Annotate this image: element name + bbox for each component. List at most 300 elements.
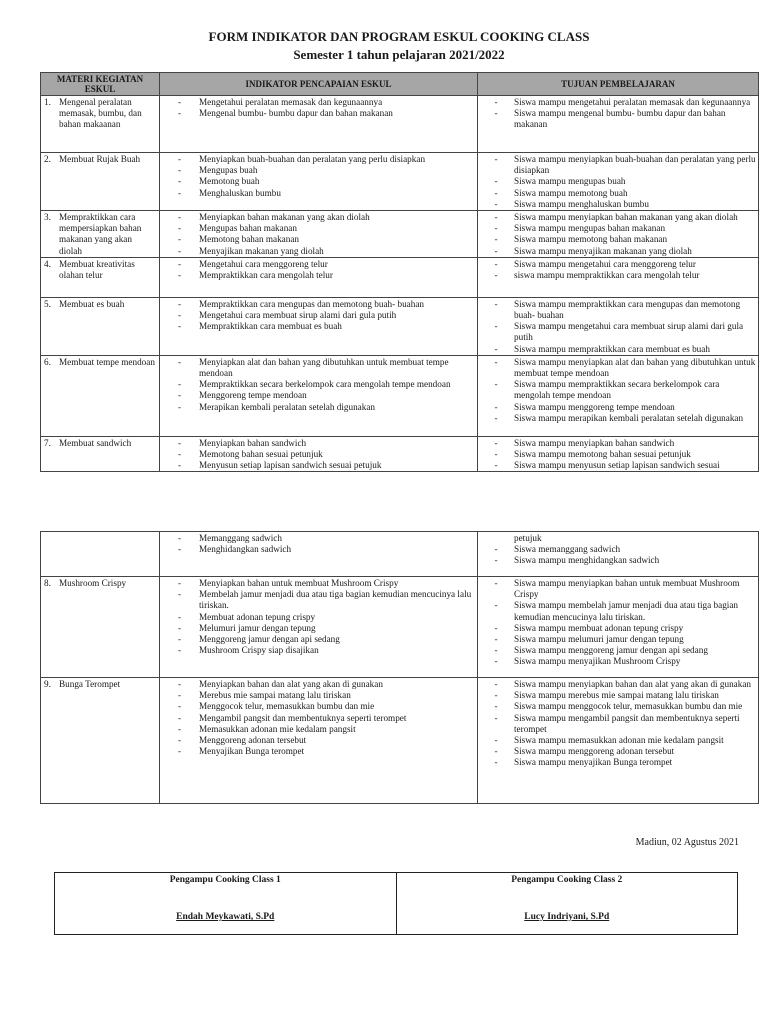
list-item bbox=[160, 746, 475, 757]
indikator-cell bbox=[160, 436, 478, 472]
indikator-text: Membuat adonan tepung crispy bbox=[199, 611, 316, 622]
list-item bbox=[160, 154, 475, 165]
materi-cell bbox=[41, 532, 160, 577]
tujuan-text: Siswa mampu menyiapkan bahan sandwich bbox=[514, 437, 675, 448]
indikator-text: Mempraktikkan cara mengupas dan memotong buah- buahan bbox=[199, 298, 425, 309]
tujuan-text: Siswa mampu memasukkan adonan mie kedalam pangsit bbox=[514, 735, 724, 746]
tujuan-text: Siswa mampu mengenal bumbu- bumbu dapur dan bahan makanan bbox=[514, 108, 726, 130]
page-title: FORM INDIKATOR DAN PROGRAM ESKUL COOKING CLASS bbox=[208, 29, 590, 44]
indicator-table-page-1 bbox=[40, 72, 759, 472]
list-item bbox=[478, 344, 756, 355]
list-item bbox=[478, 299, 756, 321]
indikator-text: Menghidangkan sadwich bbox=[199, 544, 292, 555]
list-item bbox=[478, 379, 756, 401]
tujuan-text: Siswa mampu mengupas buah bbox=[514, 176, 626, 187]
tujuan-text: Siswa mampu menghidangkan sadwich bbox=[514, 555, 660, 566]
list-item bbox=[160, 578, 475, 589]
indikator-list bbox=[160, 298, 477, 333]
list-item bbox=[160, 188, 475, 199]
indikator-text: Merapikan kembali peralatan setelah digunakan bbox=[199, 401, 376, 412]
materi-cell bbox=[41, 257, 160, 297]
materi-text: Mushroom Crispy bbox=[59, 578, 127, 588]
indikator-list bbox=[160, 258, 477, 281]
list-item bbox=[478, 154, 756, 176]
dash-bullet: - bbox=[494, 270, 498, 281]
list-item bbox=[478, 449, 756, 460]
dash-bullet: - bbox=[177, 234, 182, 245]
tujuan-text: siswa mampu mempraktikkan cara mengolah telur bbox=[514, 270, 700, 281]
tujuan-text: Siswa mampu mempraktikkan secara berkelompok cara mengolah tempe mendoan bbox=[514, 379, 720, 401]
dash-bullet: - bbox=[494, 544, 498, 555]
list-item bbox=[478, 321, 756, 343]
tujuan-text: Siswa mampu menyiapkan bahan untuk membuat Mushroom Crispy bbox=[514, 578, 740, 600]
dash-bullet: - bbox=[494, 401, 498, 412]
materi-text: Mempraktikkan cara mempersiapkan bahan makanan yang akan diolah bbox=[59, 212, 142, 256]
list-item bbox=[478, 357, 756, 379]
signature-role: Pengampu Cooking Class 1 bbox=[169, 875, 281, 885]
dash-bullet: - bbox=[177, 379, 182, 390]
row-number: 5. bbox=[44, 298, 51, 309]
tujuan-text: Siswa mampu mengambil pangsit dan membentuknya seperti terompet bbox=[514, 712, 740, 734]
tujuan-text: Siswa mampu menyiapkan alat dan bahan yang dibutuhkan untuk membuat tempe mendoan bbox=[514, 356, 756, 379]
indikator-list bbox=[160, 532, 477, 555]
list-item bbox=[160, 634, 475, 645]
dash-bullet: - bbox=[494, 690, 498, 701]
list-item bbox=[478, 223, 756, 234]
tujuan-text: Siswa mampu menyajikan Mushroom Crispy bbox=[514, 656, 681, 667]
materi-item bbox=[41, 298, 159, 310]
signature-cell-1 bbox=[55, 873, 396, 934]
dash-bullet: - bbox=[177, 258, 182, 269]
dash-bullet: - bbox=[494, 187, 498, 198]
indikator-text: Mengetahui cara menggoreng telur bbox=[199, 258, 328, 269]
dash-bullet: - bbox=[177, 321, 182, 332]
indikator-cell bbox=[160, 355, 478, 436]
tujuan-text: Siswa mampu memotong bahan makanan bbox=[514, 234, 668, 245]
tujuan-cell bbox=[478, 96, 759, 153]
dash-bullet: - bbox=[177, 723, 182, 734]
materi-text: Bunga Terompet bbox=[59, 679, 121, 689]
dash-bullet: - bbox=[177, 154, 182, 164]
materi-item bbox=[41, 96, 159, 131]
tujuan-cell bbox=[478, 297, 759, 355]
materi-cell bbox=[41, 678, 160, 804]
table-row bbox=[41, 153, 759, 211]
indikator-text: Menyiapkan bahan makanan yang akan diolah bbox=[199, 212, 370, 223]
indikator-list bbox=[160, 678, 477, 757]
tujuan-text: Siswa mampu menyajikan Bunga terompet bbox=[514, 757, 673, 768]
list-item bbox=[160, 390, 475, 401]
header-indikator: INDIKATOR PENCAPAIAN ESKUL bbox=[160, 73, 478, 96]
list-item bbox=[160, 449, 475, 460]
materi-text: Membuat es buah bbox=[59, 298, 125, 309]
list-item bbox=[478, 199, 756, 210]
tujuan-cell bbox=[478, 532, 759, 577]
dash-bullet: - bbox=[494, 356, 498, 367]
tujuan-text: Siswa mampu menggoreng tempe mendoan bbox=[514, 401, 675, 412]
dash-bullet: - bbox=[494, 212, 498, 223]
table-row bbox=[41, 532, 759, 577]
indikator-text: Menggocok telur, memasukkan bumbu dan mie bbox=[199, 701, 375, 712]
materi-item bbox=[41, 577, 159, 589]
dash-bullet: - bbox=[177, 578, 182, 588]
dash-bullet: - bbox=[494, 379, 498, 390]
dash-bullet: - bbox=[177, 108, 182, 119]
table-row bbox=[41, 678, 759, 804]
indikator-list bbox=[160, 577, 477, 656]
dash-bullet: - bbox=[494, 735, 498, 746]
list-item bbox=[160, 321, 475, 332]
indikator-text: Menyajikan makanan yang diolah bbox=[199, 245, 324, 256]
dash-bullet: - bbox=[177, 298, 182, 309]
dash-bullet: - bbox=[494, 97, 498, 107]
page-subtitle: Semester 1 tahun pelajaran 2021/2022 bbox=[293, 47, 505, 62]
dash-bullet: - bbox=[177, 460, 182, 471]
list-item bbox=[478, 97, 756, 108]
indikator-cell bbox=[160, 211, 478, 258]
indikator-text: Memotong buah bbox=[199, 176, 260, 187]
indikator-text: Menyajikan Bunga terompet bbox=[199, 746, 305, 757]
list-item bbox=[160, 379, 475, 390]
list-item bbox=[478, 212, 756, 223]
materi-cell bbox=[41, 355, 160, 436]
indikator-cell bbox=[160, 532, 478, 577]
list-item bbox=[478, 544, 756, 555]
materi-cell bbox=[41, 297, 160, 355]
list-item bbox=[478, 270, 756, 281]
row-number: 8. bbox=[44, 578, 51, 588]
dash-bullet: - bbox=[177, 165, 182, 176]
dash-bullet: - bbox=[177, 589, 182, 600]
list-item bbox=[478, 634, 756, 645]
indikator-list bbox=[160, 437, 477, 472]
list-item bbox=[478, 746, 756, 757]
tujuan-list bbox=[478, 211, 758, 257]
list-item bbox=[160, 460, 475, 471]
indikator-text: Menggoreng tempe mendoan bbox=[199, 390, 307, 401]
dash-bullet: - bbox=[177, 310, 182, 321]
list-item bbox=[478, 533, 756, 544]
list-item bbox=[160, 612, 475, 623]
tujuan-text: Siswa mampu mengetahui peralatan memasak dan kegunaannya bbox=[514, 97, 751, 107]
list-item bbox=[478, 259, 756, 270]
dash-bullet: - bbox=[494, 712, 498, 723]
tujuan-text: Siswa mampu menggoreng jamur dengan api sedang bbox=[514, 645, 708, 656]
materi-item bbox=[41, 356, 159, 368]
indikator-cell bbox=[160, 153, 478, 211]
row-number: 2. bbox=[44, 154, 51, 164]
list-item bbox=[478, 623, 756, 634]
tujuan-list bbox=[478, 298, 758, 355]
list-item bbox=[160, 402, 475, 413]
dash-bullet: - bbox=[177, 611, 182, 622]
dash-bullet: - bbox=[494, 578, 498, 588]
date-place: Madiun, 02 Agustus 2021 bbox=[635, 837, 739, 848]
materi-cell bbox=[41, 577, 160, 678]
dash-bullet: - bbox=[177, 533, 182, 543]
dash-bullet: - bbox=[494, 343, 498, 354]
list-item bbox=[160, 310, 475, 321]
indikator-text: Memanggang sadwich bbox=[199, 533, 282, 543]
list-item bbox=[160, 544, 475, 555]
list-item bbox=[478, 188, 756, 199]
dash-bullet: - bbox=[177, 187, 182, 198]
tujuan-text: Siswa mampu menghaluskan bumbu bbox=[514, 198, 649, 209]
indikator-text: Menyiapkan bahan dan alat yang akan di gunakan bbox=[199, 679, 383, 689]
materi-text: Membuat sandwich bbox=[59, 437, 132, 448]
indikator-text: Menggoreng adonan tersebut bbox=[199, 735, 307, 746]
list-item bbox=[160, 735, 475, 746]
indikator-text: Mengenal bumbu- bumbu dapur dan bahan makanan bbox=[199, 108, 393, 119]
indikator-list bbox=[160, 96, 477, 119]
list-item bbox=[478, 438, 756, 449]
indikator-text: Mushroom Crispy siap disajikan bbox=[199, 645, 319, 656]
row-number: 1. bbox=[44, 97, 51, 107]
tujuan-text: Siswa memanggang sadwich bbox=[514, 544, 621, 555]
dash-bullet: - bbox=[177, 97, 182, 107]
list-item bbox=[478, 690, 756, 701]
tujuan-text: Siswa mampu merebus mie sampai matang lalu tiriskan bbox=[514, 690, 719, 701]
tujuan-text: Siswa mampu merapikan kembali peralatan setelah digunakan bbox=[514, 412, 744, 423]
dash-bullet: - bbox=[177, 712, 182, 723]
list-item bbox=[160, 645, 475, 656]
signature-cell-2 bbox=[396, 873, 738, 934]
list-item bbox=[478, 108, 756, 130]
table-row bbox=[41, 436, 759, 472]
list-item bbox=[160, 97, 475, 108]
dash-bullet: - bbox=[177, 735, 182, 746]
indikator-text: Mengetahui peralatan memasak dan kegunaannya bbox=[199, 97, 383, 107]
dash-bullet: - bbox=[177, 356, 182, 367]
row-number: 9. bbox=[44, 679, 51, 689]
indikator-text: Mengambil pangsit dan membentuknya seperti terompet bbox=[199, 712, 407, 723]
tujuan-text: Siswa mampu memotong bahan sesuai petunjuk bbox=[514, 449, 691, 460]
list-item bbox=[160, 623, 475, 634]
list-item bbox=[160, 357, 475, 379]
indikator-text: Mempraktikkan cara membuat es buah bbox=[199, 321, 342, 332]
indikator-text: Menyiapkan bahan untuk membuat Mushroom Crispy bbox=[199, 578, 399, 588]
tujuan-text: Siswa mampu menggoreng adonan tersebut bbox=[514, 746, 675, 757]
signature-name: Endah Meykawati, S.Pd bbox=[176, 912, 275, 922]
dash-bullet: - bbox=[494, 656, 498, 667]
tujuan-text: Siswa mampu menyajikan makanan yang diolah bbox=[514, 245, 692, 256]
row-number: 4. bbox=[44, 258, 51, 269]
list-item bbox=[160, 724, 475, 735]
indikator-text: Menghaluskan bumbu bbox=[199, 187, 281, 198]
indikator-cell bbox=[160, 297, 478, 355]
dash-bullet: - bbox=[177, 622, 182, 633]
tujuan-list bbox=[478, 356, 758, 424]
tujuan-text: Siswa mampu menyiapkan buah-buahan dan peralatan yang perlu disiapkan bbox=[514, 154, 756, 176]
materi-item bbox=[41, 678, 159, 690]
tujuan-text: Siswa mampu menggocok telur, memasukkan bumbu dan mie bbox=[514, 701, 743, 712]
indikator-text: Memotong bahan makanan bbox=[199, 234, 300, 245]
table-row bbox=[41, 211, 759, 258]
dash-bullet: - bbox=[494, 701, 498, 712]
list-item bbox=[478, 701, 756, 712]
list-item bbox=[160, 589, 475, 611]
list-item bbox=[160, 690, 475, 701]
row-number: 3. bbox=[44, 212, 51, 223]
indikator-text: Memotong bahan sesuai petunjuk bbox=[199, 449, 323, 460]
list-item bbox=[160, 165, 475, 176]
materi-text: Membuat kreativitas olahan telur bbox=[59, 258, 135, 281]
list-item bbox=[478, 656, 756, 667]
dash-bullet: - bbox=[494, 234, 498, 245]
dash-bullet: - bbox=[494, 198, 498, 209]
dash-bullet: - bbox=[177, 401, 182, 412]
dash-bullet: - bbox=[494, 600, 498, 611]
indikator-text: Merebus mie sampai matang lalu tiriskan bbox=[199, 690, 351, 701]
tujuan-cell bbox=[478, 436, 759, 472]
materi-cell bbox=[41, 96, 160, 153]
dash-bullet: - bbox=[494, 298, 498, 309]
list-item bbox=[160, 438, 475, 449]
list-item bbox=[478, 460, 756, 471]
list-item bbox=[478, 578, 756, 600]
tujuan-continuation: petujuk bbox=[514, 533, 542, 543]
list-item bbox=[160, 299, 475, 310]
tujuan-text: Siswa mampu mengetahui cara membuat sirup alami dari gula putih bbox=[514, 321, 744, 343]
indikator-text: Menggoreng jamur dengan api sedang bbox=[199, 634, 340, 645]
list-item bbox=[478, 413, 756, 424]
tujuan-text: Siswa mampu menyiapkan bahan dan alat yang akan di gunakan bbox=[514, 679, 752, 689]
tujuan-list bbox=[478, 678, 758, 769]
tujuan-text: Siswa mampu menyusun setiap lapisan sandwich sesuai bbox=[514, 460, 720, 471]
dash-bullet: - bbox=[177, 245, 182, 256]
tujuan-text: Siswa mampu menyiapkan bahan makanan yang akan diolah bbox=[514, 212, 738, 223]
tujuan-list bbox=[478, 577, 758, 668]
materi-item bbox=[41, 437, 159, 449]
dash-bullet: - bbox=[177, 437, 182, 448]
dash-bullet: - bbox=[494, 679, 498, 689]
dash-bullet: - bbox=[494, 412, 498, 423]
tujuan-text: Siswa mampu mengetahui cara menggoreng telur bbox=[514, 258, 696, 269]
table-row bbox=[41, 355, 759, 436]
tujuan-text: Siswa mampu mengupas bahan makanan bbox=[514, 223, 666, 234]
dash-bullet: - bbox=[494, 245, 498, 256]
indikator-text: Membelah jamur menjadi dua atau tiga bagian kemudian mencucinya lalu tiriskan. bbox=[199, 589, 472, 611]
list-item bbox=[160, 533, 475, 544]
indikator-text: Mempraktikkan cara mengolah telur bbox=[199, 270, 333, 281]
header-tujuan: TUJUAN PEMBELAJARAN bbox=[478, 73, 759, 96]
list-item bbox=[478, 176, 756, 187]
tujuan-cell bbox=[478, 153, 759, 211]
list-item bbox=[478, 735, 756, 746]
dash-bullet: - bbox=[177, 270, 182, 281]
row-number: 7. bbox=[44, 437, 51, 448]
tujuan-cell bbox=[478, 211, 759, 258]
table-row bbox=[41, 96, 759, 153]
dash-bullet: - bbox=[177, 634, 182, 645]
list-item bbox=[478, 645, 756, 656]
dash-bullet: - bbox=[494, 634, 498, 645]
table-row bbox=[41, 577, 759, 678]
list-item bbox=[478, 234, 756, 245]
bullet-spacer bbox=[478, 533, 514, 544]
tujuan-cell bbox=[478, 257, 759, 297]
tujuan-text: Siswa mampu mempraktikkan cara mengupas dan memotong buah- buahan bbox=[514, 298, 741, 321]
materi-cell bbox=[41, 436, 160, 472]
tujuan-text: Siswa mampu memotong buah bbox=[514, 187, 628, 198]
materi-text: Membuat tempe mendoan bbox=[59, 356, 155, 367]
indikator-text: Mengupas buah bbox=[199, 165, 258, 176]
indikator-text: Menyiapkan buah-buahan dan peralatan yang perlu disiapkan bbox=[199, 154, 426, 164]
dash-bullet: - bbox=[177, 176, 182, 187]
materi-cell bbox=[41, 153, 160, 211]
dash-bullet: - bbox=[494, 746, 498, 757]
indikator-text: Mempraktikkan secara berkelompok cara mengolah tempe mendoan bbox=[199, 379, 451, 390]
dash-bullet: - bbox=[494, 176, 498, 187]
row-number: 6. bbox=[44, 356, 51, 367]
tujuan-list bbox=[478, 96, 758, 131]
list-item bbox=[160, 212, 475, 223]
list-item bbox=[478, 679, 756, 690]
dash-bullet: - bbox=[177, 544, 182, 555]
list-item bbox=[478, 757, 756, 768]
list-item bbox=[160, 223, 475, 234]
header-materi: MATERI KEGIATAN ESKUL bbox=[41, 73, 160, 96]
dash-bullet: - bbox=[177, 212, 182, 223]
indikator-list bbox=[160, 153, 477, 199]
dash-bullet: - bbox=[494, 622, 498, 633]
tujuan-list bbox=[478, 153, 758, 210]
tujuan-text: Siswa mampu membelah jamur menjadi dua atau tiga bagian kemudian mencucinya lalu tiriskan. bbox=[514, 600, 739, 622]
signature-name: Lucy Indriyani, S.Pd bbox=[524, 912, 610, 922]
list-item bbox=[160, 246, 475, 257]
dash-bullet: - bbox=[177, 679, 182, 689]
list-item bbox=[160, 108, 475, 119]
indikator-text: Menyiapkan bahan sandwich bbox=[199, 437, 307, 448]
list-item bbox=[478, 713, 756, 735]
tujuan-text: Siswa mampu mempraktikkan cara membuat es buah bbox=[514, 343, 710, 354]
dash-bullet: - bbox=[177, 645, 182, 656]
indikator-text: Mengetahui cara membuat sirup alami dari gula putih bbox=[199, 310, 397, 321]
dash-bullet: - bbox=[494, 321, 498, 332]
list-item bbox=[478, 600, 756, 622]
indikator-text: Mengupas bahan makanan bbox=[199, 223, 297, 234]
materi-text: Membuat Rujak Buah bbox=[59, 154, 141, 164]
tujuan-list bbox=[478, 258, 758, 281]
dash-bullet: - bbox=[177, 746, 182, 757]
tujuan-cell bbox=[478, 678, 759, 804]
tujuan-cell bbox=[478, 355, 759, 436]
dash-bullet: - bbox=[494, 437, 498, 448]
indikator-text: Memasukkan adonan mie kedalam pangsit bbox=[199, 723, 356, 734]
signature-box bbox=[54, 872, 738, 935]
dash-bullet: - bbox=[177, 390, 182, 401]
dash-bullet: - bbox=[177, 449, 182, 460]
dash-bullet: - bbox=[494, 258, 498, 269]
list-item bbox=[478, 555, 756, 566]
indikator-cell bbox=[160, 257, 478, 297]
materi-item bbox=[41, 153, 159, 165]
list-item bbox=[160, 234, 475, 245]
indikator-list bbox=[160, 356, 477, 413]
dash-bullet: - bbox=[494, 460, 498, 471]
dash-bullet: - bbox=[494, 449, 498, 460]
tujuan-list bbox=[478, 532, 758, 567]
materi-item bbox=[41, 258, 159, 281]
indikator-list bbox=[160, 211, 477, 257]
dash-bullet: - bbox=[494, 108, 498, 119]
materi-item bbox=[41, 211, 159, 257]
list-item bbox=[478, 246, 756, 257]
indikator-text: Menyusun setiap lapisan sandwich sesuai petujuk bbox=[199, 460, 382, 471]
dash-bullet: - bbox=[177, 690, 182, 701]
list-item bbox=[160, 259, 475, 270]
dash-bullet: - bbox=[494, 645, 498, 656]
